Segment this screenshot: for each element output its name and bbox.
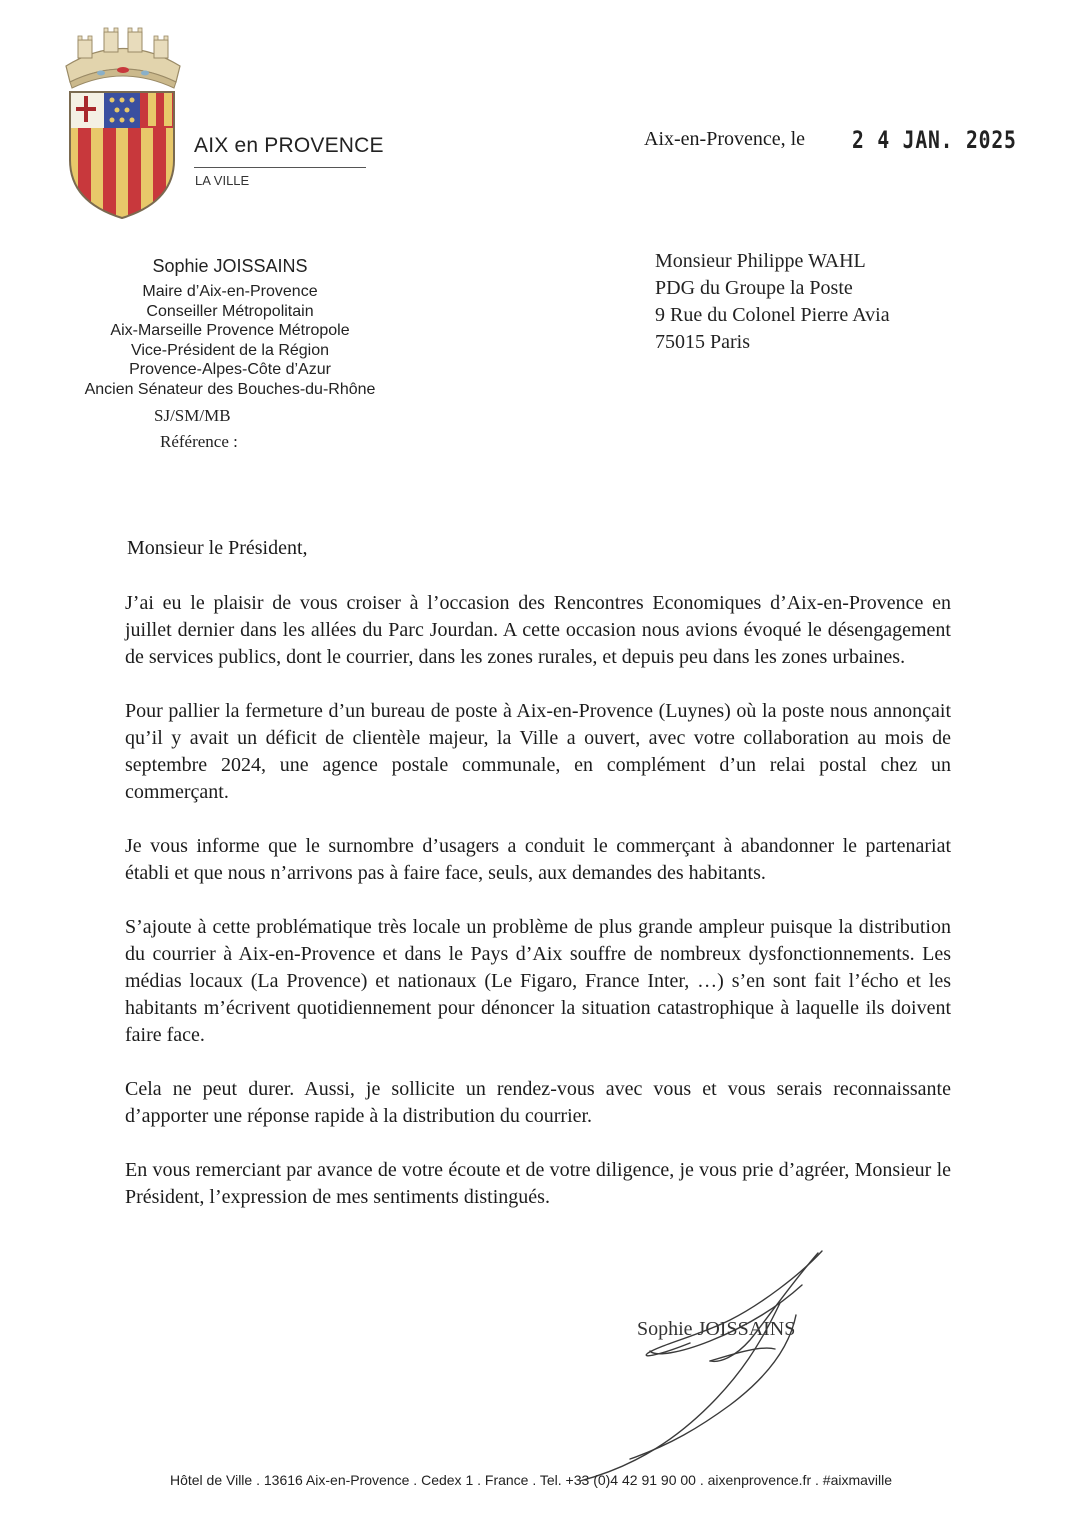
signature-name: Sophie JOISSAINS <box>637 1318 796 1340</box>
sender-block <box>60 256 400 399</box>
sender-title: Vice-Président de la Région <box>130 341 330 359</box>
sender-title: Conseiller Métropolitain <box>146 302 314 320</box>
letter-paragraph: Je vous informe que le surnombre d’usagers a conduit le commerçant à abandonner le partenariat établi et que nous n’arrivons pas à faire face, seuls, aux demandes des habitants. <box>125 835 951 884</box>
recipient-line: Monsieur Philippe WAHL <box>655 250 866 272</box>
letter-body <box>125 590 951 1238</box>
handwritten-signature <box>560 1245 840 1485</box>
city-shield-logo <box>68 90 176 220</box>
sender-title: Maire d’Aix-en-Provence <box>142 283 318 300</box>
letter-paragraph: S’ajoute à cette problématique très locale un problème de plus grande ampleur puisque la distribution du courrier à Aix-en-Provence et dans le Pays d’Aix souffre de nombreux dysfonctionnements. Les médias locaux (La Provence) et nationaux (Le Figaro, France Inter, …) s’en sont fait l’écho et les habitants m’écrivent quotidiennement pour dénoncer la situation catastrophique à laquelle ils doivent faire face. <box>125 916 951 1046</box>
recipient-line: 9 Rue du Colonel Pierre Avia <box>655 304 890 326</box>
letter-paragraph: Cela ne peut durer. Aussi, je sollicite un rendez-vous avec vous et vous serais reconnaissante d’apporter une réponse rapide à la distribution du courrier. <box>125 1078 951 1127</box>
letter-paragraph: J’ai eu le plaisir de vous croiser à l’occasion des Rencontres Economiques d’Aix-en-Provence en juillet dernier dans les allées du Parc Jourdan. A cette occasion nous avions évoqué le désengagement de services publics, dont le courrier, dans les zones rurales, et depuis peu dans les zones urbaines. <box>125 592 951 668</box>
sender-title: Aix-Marseille Provence Métropole <box>110 322 350 339</box>
recipient-line: 75015 Paris <box>655 331 750 353</box>
sender-title: Ancien Sénateur des Bouches-du-Rhône <box>84 380 376 398</box>
footer-contact: Hôtel de Ville . 13616 Aix-en-Provence . Cedex 1 . France . Tel. +33 (0)4 42 91 90 00 . aixenprovence.fr . #aixmaville <box>169 1472 893 1488</box>
recipient-line: PDG du Groupe la Poste <box>655 277 853 299</box>
city-subtitle: LA VILLE <box>195 173 250 188</box>
city-name: AIX en PROVENCE <box>194 134 384 157</box>
sender-title: Provence-Alpes-Côte d’Azur <box>129 361 331 378</box>
letter-paragraph: En vous remerciant par avance de votre écoute et de votre diligence, je vous prie d’agréer, Monsieur le Président, l’expression de mes sentiments distingués. <box>125 1159 951 1208</box>
recipient-address <box>655 248 890 356</box>
city-crown-logo <box>56 26 190 90</box>
date-label: Aix-en-Provence, le <box>644 128 806 150</box>
letter-paragraph: Pour pallier la fermeture d’un bureau de poste à Aix-en-Provence (Luynes) où la poste nous annonçait qu’il y avait un déficit de clientèle majeur, la Ville a ouvert, avec votre collaboration au mois de septembre 2024, une agence postale communale, en complément d’un relai postal chez un commerçant. <box>125 700 951 803</box>
sender-initials: SJ/SM/MB <box>154 406 231 425</box>
sender-name: Sophie JOISSAINS <box>152 256 308 276</box>
salutation: Monsieur le Président, <box>127 537 308 559</box>
date-stamp: 2 4 JAN. 2025 <box>852 126 1017 154</box>
reference-label: Référence : <box>160 432 238 451</box>
city-name-divider <box>194 167 366 168</box>
